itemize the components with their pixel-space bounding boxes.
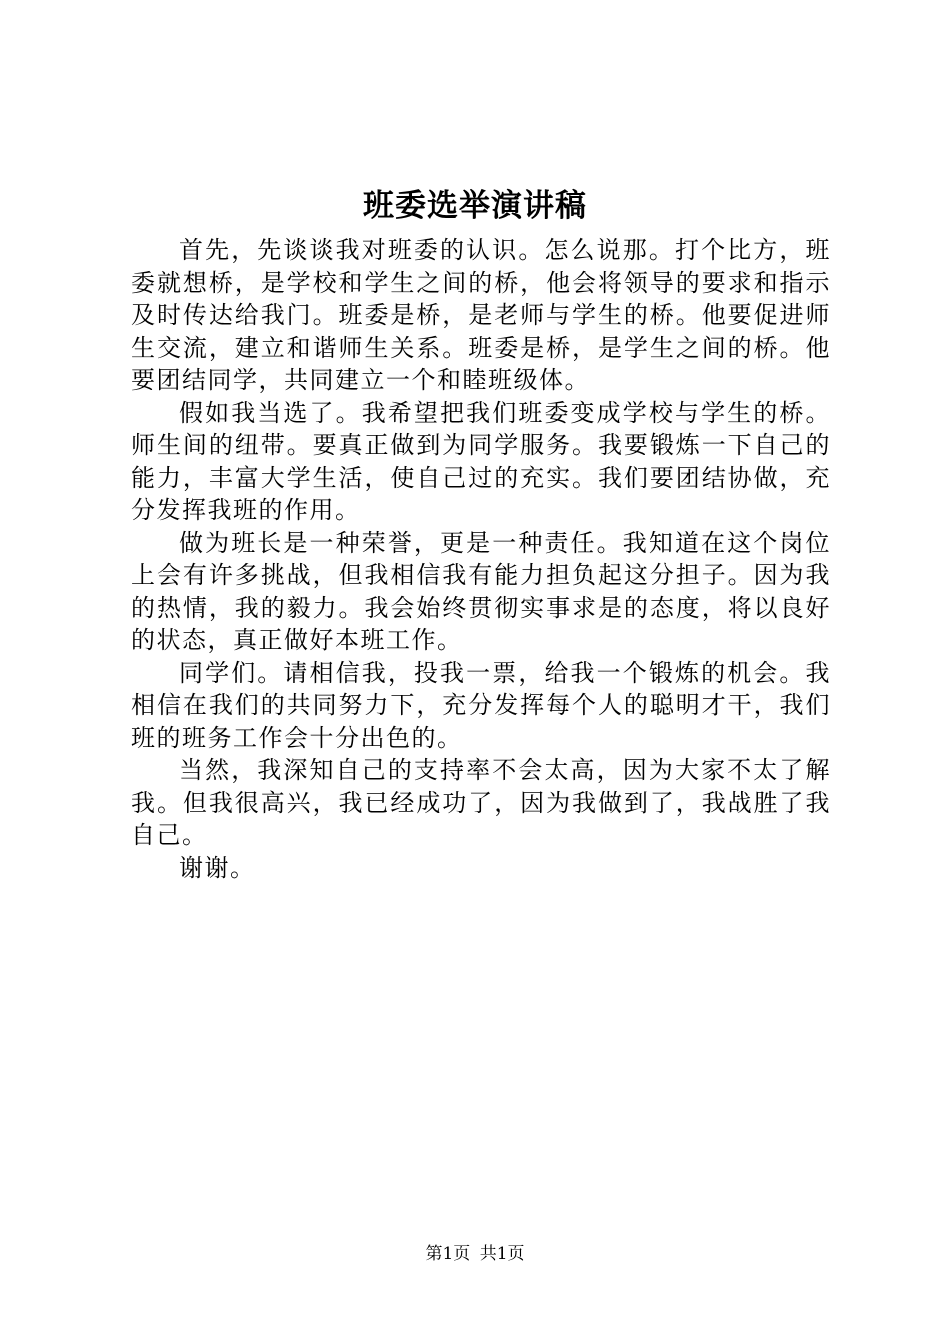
paragraph-5: 当然，我深知自己的支持率不会太高，因为大家不太了解我。但我很高兴，我已经成功了，因为我做到了，我战胜了我自己。 [131, 756, 831, 849]
page-footer [0, 1242, 950, 1266]
page-number-current: 第1页 [425, 1244, 471, 1264]
document-body [131, 234, 831, 884]
paragraph-6: 谢谢。 [179, 853, 256, 882]
page-number-total: 共1页 [479, 1244, 525, 1264]
document-title: 班委选举演讲稿 [363, 188, 587, 224]
paragraph-4: 同学们。请相信我，投我一票，给我一个锻炼的机会。我相信在我们的共同努力下，充分发挥每个人的聪明才干，我们班的班务工作会十分出色的。 [131, 658, 831, 752]
paragraph-1: 首先，先谈谈我对班委的认识。怎么说那。打个比方，班委就想桥，是学校和学生之间的桥，他会将领导的要求和指示及时传达给我门。班委是桥，是老师与学生的桥。他要促进师生交流，建立和谐师生关系。班委是桥，是学生之间的桥。他要团结同学，共同建立一个和睦班级体。 [131, 236, 831, 394]
paragraph-2: 假如我当选了。我希望把我们班委变成学校与学生的桥。师生间的纽带。要真正做到为同学服务。我要锻炼一下自己的能力，丰富大学生活，使自己过的充实。我们要团结协做，充分发挥我班的作用。 [131, 398, 831, 524]
paragraph-3: 做为班长是一种荣誉，更是一种责任。我知道在这个岗位上会有许多挑战，但我相信我有能力担负起这分担子。因为我的热情，我的毅力。我会始终贯彻实事求是的态度，将以良好的状态，真正做好本班工作。 [131, 528, 831, 654]
